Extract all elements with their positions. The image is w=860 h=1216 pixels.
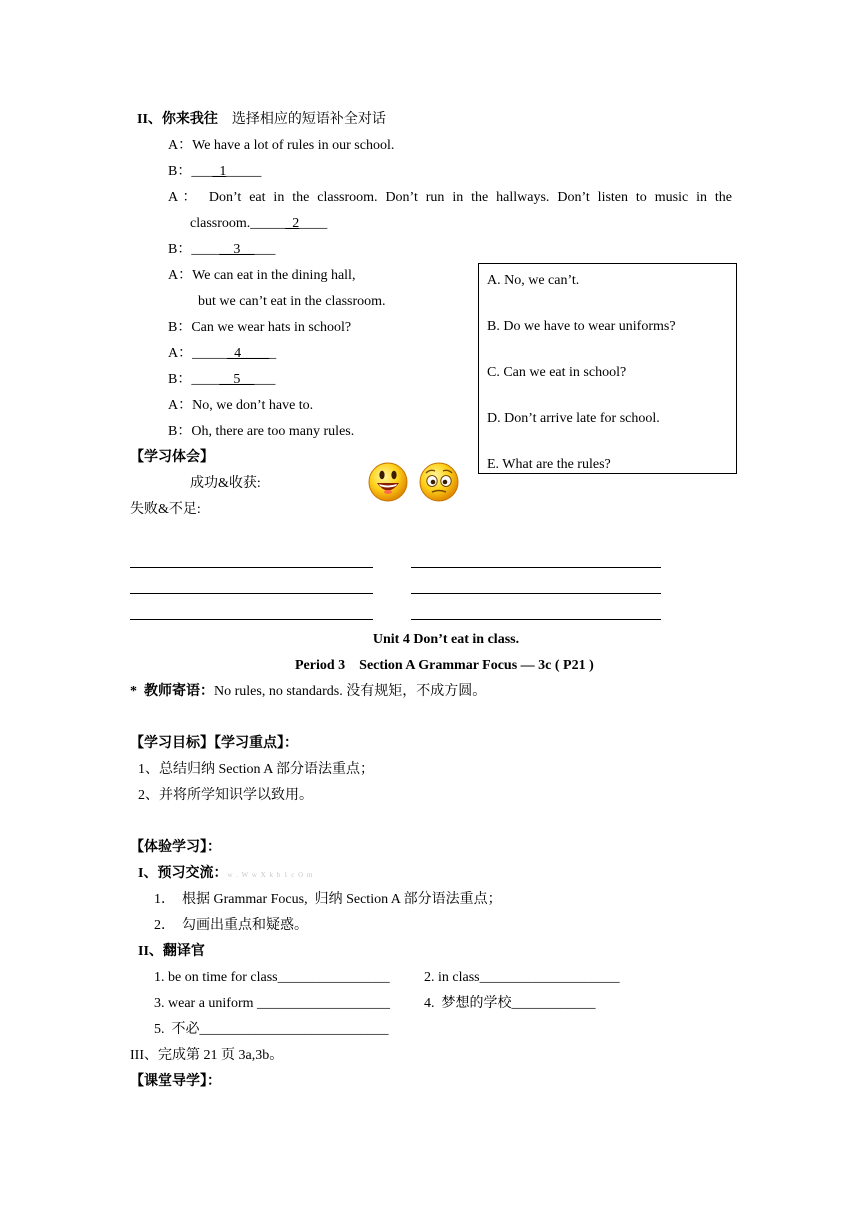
option-c: C. Can we eat in school? — [487, 365, 627, 380]
section-heading — [137, 111, 386, 129]
speaker-label: B： — [168, 242, 192, 257]
motto-text: No rules, no standards. 没有规矩，不成方圆。 — [214, 684, 487, 699]
speaker-label: A： — [168, 346, 193, 361]
dialogue-line — [168, 423, 354, 441]
translate-item: 5. 不必___________________________ — [154, 1022, 389, 1037]
translate-item: 1. be on time for class________________ — [154, 970, 390, 985]
star-mark: * — [130, 684, 137, 699]
blank-line: ____ — [191, 242, 220, 257]
classroom-heading: 【课堂导学】： — [130, 1074, 221, 1089]
speaker-label: B： — [168, 320, 192, 335]
blank-number: _1 — [212, 164, 227, 179]
dialogue-line — [168, 137, 394, 155]
dialogue-text: We can eat in the dining hall, — [192, 268, 356, 283]
dialogue-text: classroom._____ — [190, 216, 286, 231]
speaker-label: B： — [168, 164, 192, 179]
blank-line: ____ — [191, 372, 220, 387]
blank-line: _ — [269, 346, 277, 361]
preview-heading-line — [138, 865, 313, 884]
translate-item: 2. in class____________________ — [424, 970, 620, 985]
preview-item: 1． 根据 Grammar Focus, 归纳 Section A 部分语法重点； — [154, 892, 502, 907]
speaker-label: A： — [168, 138, 193, 153]
blank-line: ____ — [299, 216, 328, 231]
option-a: A. No, we can’t. — [487, 273, 580, 288]
dialogue-line — [168, 241, 275, 259]
goal-item: 1、总结归纳 Section A 部分语法重点； — [138, 762, 375, 777]
failure-label: 失败&不足: — [130, 502, 201, 517]
dialogue-line — [168, 371, 275, 389]
teacher-motto — [130, 683, 486, 701]
option-e: E. What are the rules? — [487, 457, 611, 472]
task-three: III、完成第 21 页 3a,3b。 — [130, 1048, 284, 1063]
translate-item: 3. wear a uniform ___________________ — [154, 996, 391, 1011]
blank-line: ___ — [191, 164, 213, 179]
dialogue-line — [168, 267, 355, 285]
experience-heading: 【体验学习】： — [130, 840, 221, 855]
dialogue-line — [198, 293, 386, 311]
blank-line: ___ — [254, 242, 276, 257]
translate-heading: II、翻译官 — [138, 944, 205, 959]
writing-line — [411, 567, 661, 568]
dialogue-line — [168, 189, 732, 207]
blank-number: __5__ — [219, 372, 255, 387]
blank-number: _4____ — [227, 346, 270, 361]
blank-line: ___ — [254, 372, 276, 387]
dialogue-line — [168, 345, 276, 363]
option-b: B. Do we have to wear uniforms? — [487, 319, 676, 334]
writing-line — [411, 593, 661, 594]
watermark-text: w . W w X k b 1 c O m — [227, 871, 314, 879]
dialogue-text: but we can’t eat in the classroom. — [198, 294, 386, 309]
blank-line: _____ — [192, 346, 228, 361]
blank-line: _____ — [226, 164, 262, 179]
dialogue-text: We have a lot of rules in our school. — [192, 138, 395, 153]
option-d: D. Don’t arrive late for school. — [487, 411, 660, 426]
writing-line — [130, 593, 373, 594]
options-box — [478, 263, 737, 474]
reflection-heading: 【学习体会】 — [130, 450, 214, 465]
dialogue-text: Oh, there are too many rules. — [191, 424, 355, 439]
writing-line — [130, 567, 373, 568]
blank-number: _2 — [285, 216, 300, 231]
dialogue-line — [168, 163, 261, 181]
goals-heading: 【学习目标】【学习重点】： — [130, 736, 298, 751]
success-label: 成功&收获: — [190, 476, 261, 491]
dialogue-line — [168, 397, 313, 415]
speaker-label: B： — [168, 372, 192, 387]
speaker-label: B： — [168, 424, 192, 439]
dialogue-text: Can we wear hats in school? — [191, 320, 352, 335]
writing-line — [411, 619, 661, 620]
unit-title: Unit 4 Don’t eat in class. — [372, 632, 520, 647]
motto-label: 教师寄语： — [144, 684, 214, 699]
goal-item: 2、并将所学知识学以致用。 — [138, 788, 313, 803]
speaker-label: A： — [168, 268, 193, 283]
dialogue-line — [190, 215, 327, 233]
dialogue-text: Don’t eat in the classroom. Don’t run in the hallways. Don’t listen to music in the — [208, 190, 732, 205]
dialogue-text: No, we don’t have to. — [192, 398, 314, 413]
writing-line — [130, 619, 373, 620]
speaker-label: A： — [168, 398, 193, 413]
preview-heading: I、预习交流： — [138, 866, 228, 881]
blank-number: __3__ — [219, 242, 255, 257]
preview-item: 2． 勾画出重点和疑惑。 — [154, 918, 308, 933]
section-instruction: 选择相应的短语补全对话 — [231, 112, 386, 127]
period-title: Period 3 Section A Grammar Focus — 3c ( P21 ) — [295, 658, 594, 673]
dialogue-line — [168, 319, 351, 337]
section-number-title: II、你来我往 — [137, 112, 218, 127]
speaker-label: A： — [168, 190, 201, 205]
happy-face-icon — [368, 462, 408, 502]
translate-item: 4. 梦想的学校____________ — [424, 996, 596, 1011]
worried-face-icon — [419, 462, 459, 502]
